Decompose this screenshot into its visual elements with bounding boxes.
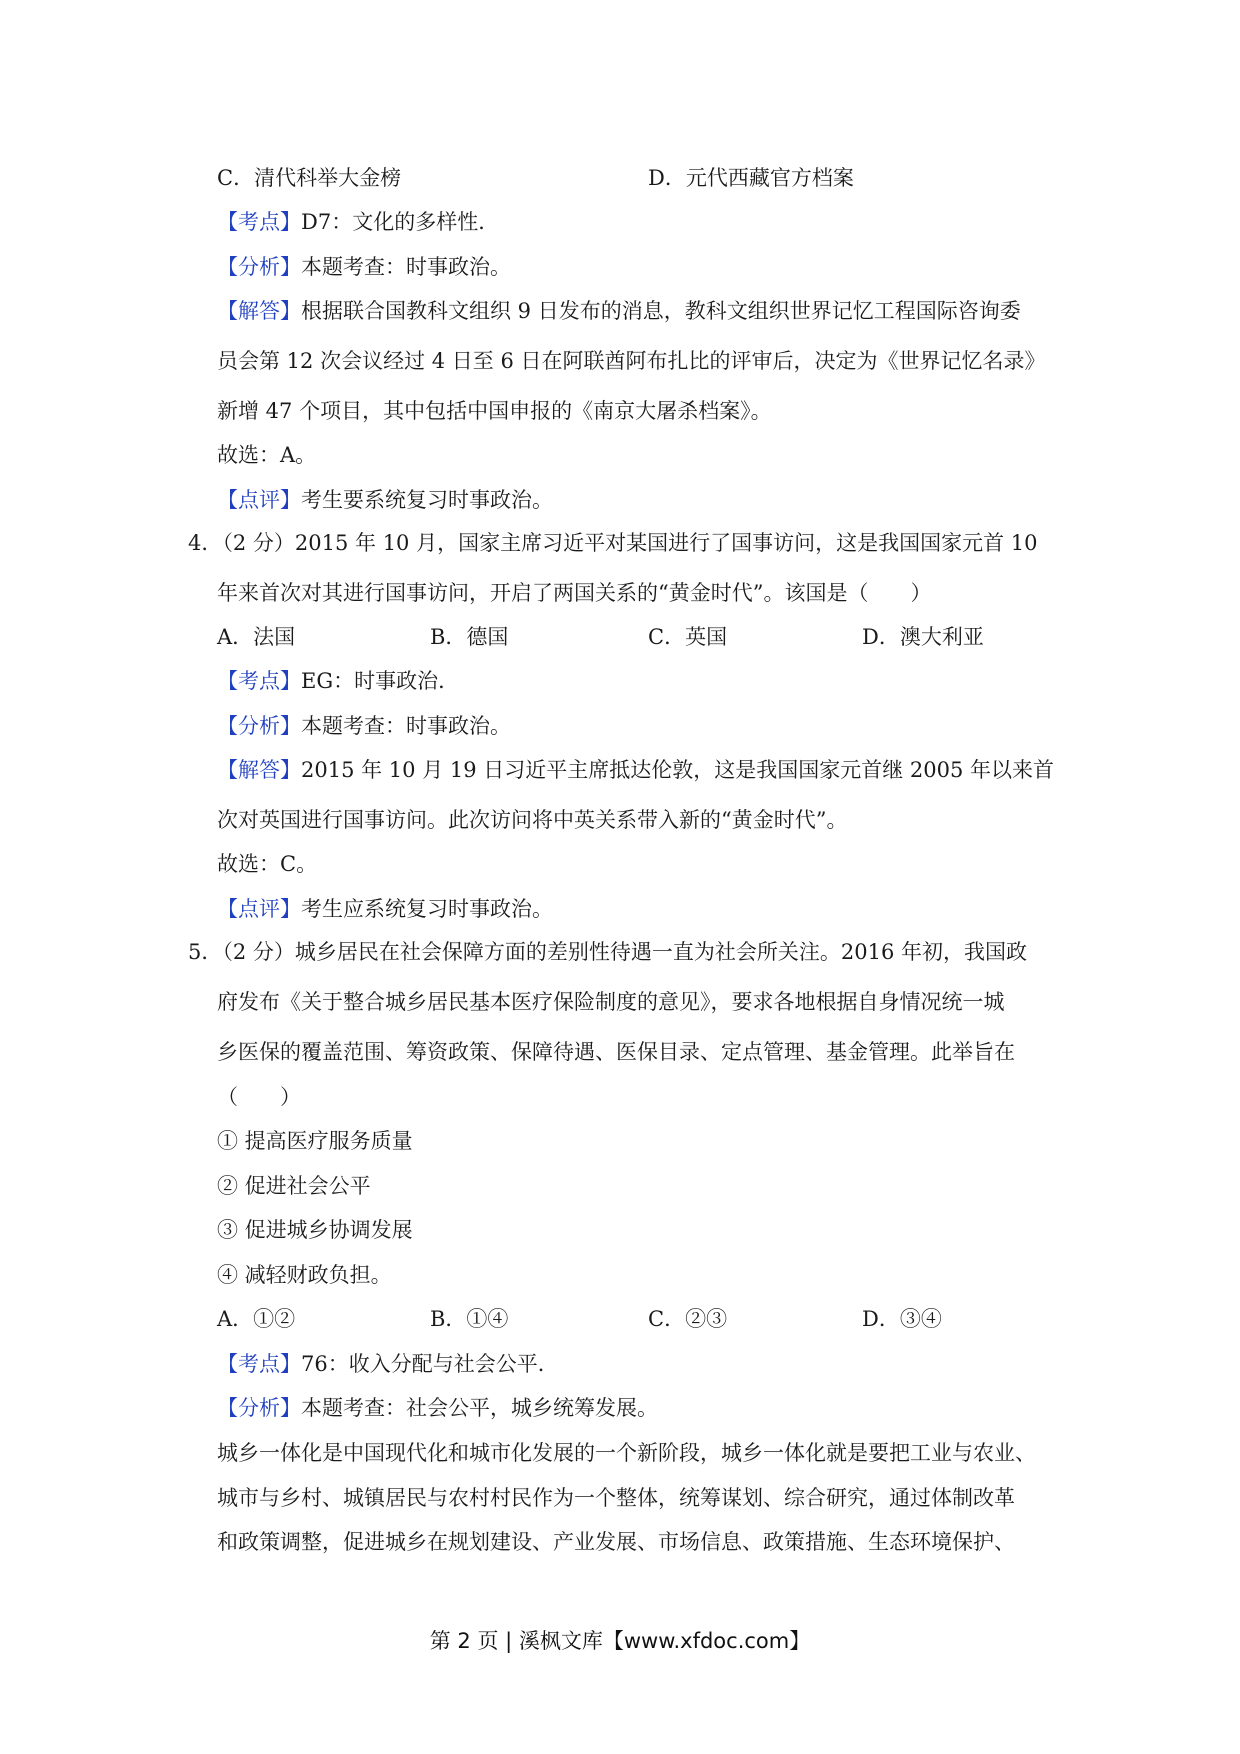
q5-item-2: ② 促进社会公平 (217, 1174, 371, 1198)
q3-fenxi: 【分析】本题考查：时事政治。 (217, 255, 511, 279)
q5-option-a: A．①② (217, 1307, 296, 1331)
q5-item-3: ③ 促进城乡协调发展 (217, 1218, 413, 1242)
fenxi-tag: 【分析】 (217, 1396, 301, 1420)
q4-option-c: C．英国 (648, 625, 728, 649)
q4-stem-line-2: 年来首次对其进行国事访问，开启了两国关系的“黄金时代”。该国是（ ） (217, 581, 932, 605)
q4-option-b: B．德国 (430, 625, 509, 649)
q5-stem-line-3: 乡医保的覆盖范围、筹资政策、保障待遇、医保目录、定点管理、基金管理。此举旨在 (217, 1040, 1015, 1064)
jieda-tag: 【解答】 (217, 758, 301, 782)
q3-kaodian: 【考点】D7：文化的多样性． (217, 210, 500, 234)
q4-kaodian: 【考点】EG：时事政治． (217, 669, 460, 693)
q5-option-c: C．②③ (648, 1307, 728, 1331)
q3-option-d: D．元代西藏官方档案 (648, 166, 854, 190)
q5-body-line-2: 城市与乡村、城镇居民与农村村民作为一个整体，统筹谋划、综合研究，通过体制改革 (217, 1486, 1015, 1510)
page-footer: 第 2 页 | 溪枫文库【www.xfdoc.com】 (429, 1629, 811, 1653)
kaodian-tag: 【考点】 (217, 1352, 301, 1376)
q3-option-c: C．清代科举大金榜 (217, 166, 402, 190)
kaodian-tag: 【考点】 (217, 210, 301, 234)
q4-jieda: 【解答】2015 年 10 月 19 日习近平主席抵达伦敦，这是我国国家元首继 2005 年以来首 (217, 758, 1055, 782)
q4-stem-line-1: 4．（2 分）2015 年 10 月，国家主席习近平对某国进行了国事访问，这是我国国家元首 10 (188, 531, 1038, 555)
q3-jieda: 【解答】根据联合国教科文组织 9 日发布的消息，教科文组织世界记忆工程国际咨询委 (217, 299, 1021, 323)
q5-body-line-3: 和政策调整，促进城乡在规划建设、产业发展、市场信息、政策措施、生态环境保护、 (217, 1530, 1015, 1554)
q5-stem-line-1: 5．（2 分）城乡居民在社会保障方面的差别性待遇一直为社会所关注。2016 年初，我国政 (188, 940, 1028, 964)
q3-jieda-line-2: 员会第 12 次会议经过 4 日至 6 日在阿联酋阿布扎比的评审后，决定为《世界记忆名录》 (217, 349, 1046, 373)
q5-option-d: D．③④ (862, 1307, 942, 1331)
q4-answer: 故选：C。 (217, 852, 318, 876)
jieda-tag: 【解答】 (217, 299, 301, 323)
q4-fenxi: 【分析】本题考查：时事政治。 (217, 714, 511, 738)
q5-item-1: ① 提高医疗服务质量 (217, 1129, 413, 1153)
q4-option-a: A．法国 (217, 625, 296, 649)
dianping-tag: 【点评】 (217, 488, 301, 512)
q4-option-d: D．澳大利亚 (862, 625, 984, 649)
q5-body-line-1: 城乡一体化是中国现代化和城市化发展的一个新阶段，城乡一体化就是要把工业与农业、 (217, 1441, 1036, 1465)
q5-stem-line-4: （ ） (217, 1085, 301, 1109)
q5-fenxi: 【分析】本题考查：社会公平，城乡统筹发展。 (217, 1396, 658, 1420)
q4-dianping: 【点评】考生应系统复习时事政治。 (217, 897, 553, 921)
q3-jieda-line-3: 新增 47 个项目，其中包括中国申报的《南京大屠杀档案》。 (217, 399, 772, 423)
q3-answer: 故选：A。 (217, 443, 317, 467)
dianping-tag: 【点评】 (217, 897, 301, 921)
fenxi-tag: 【分析】 (217, 714, 301, 738)
q5-item-4: ④ 减轻财政负担。 (217, 1263, 392, 1287)
q5-stem-line-2: 府发布《关于整合城乡居民基本医疗保险制度的意见》，要求各地根据自身情况统一城 (217, 990, 1005, 1014)
q5-option-b: B．①④ (430, 1307, 509, 1331)
q3-dianping: 【点评】考生要系统复习时事政治。 (217, 488, 553, 512)
kaodian-tag: 【考点】 (217, 669, 301, 693)
fenxi-tag: 【分析】 (217, 255, 301, 279)
q4-jieda-line-2: 次对英国进行国事访问。此次访问将中英关系带入新的“黄金时代”。 (217, 808, 848, 832)
q5-kaodian: 【考点】76：收入分配与社会公平． (217, 1352, 559, 1376)
